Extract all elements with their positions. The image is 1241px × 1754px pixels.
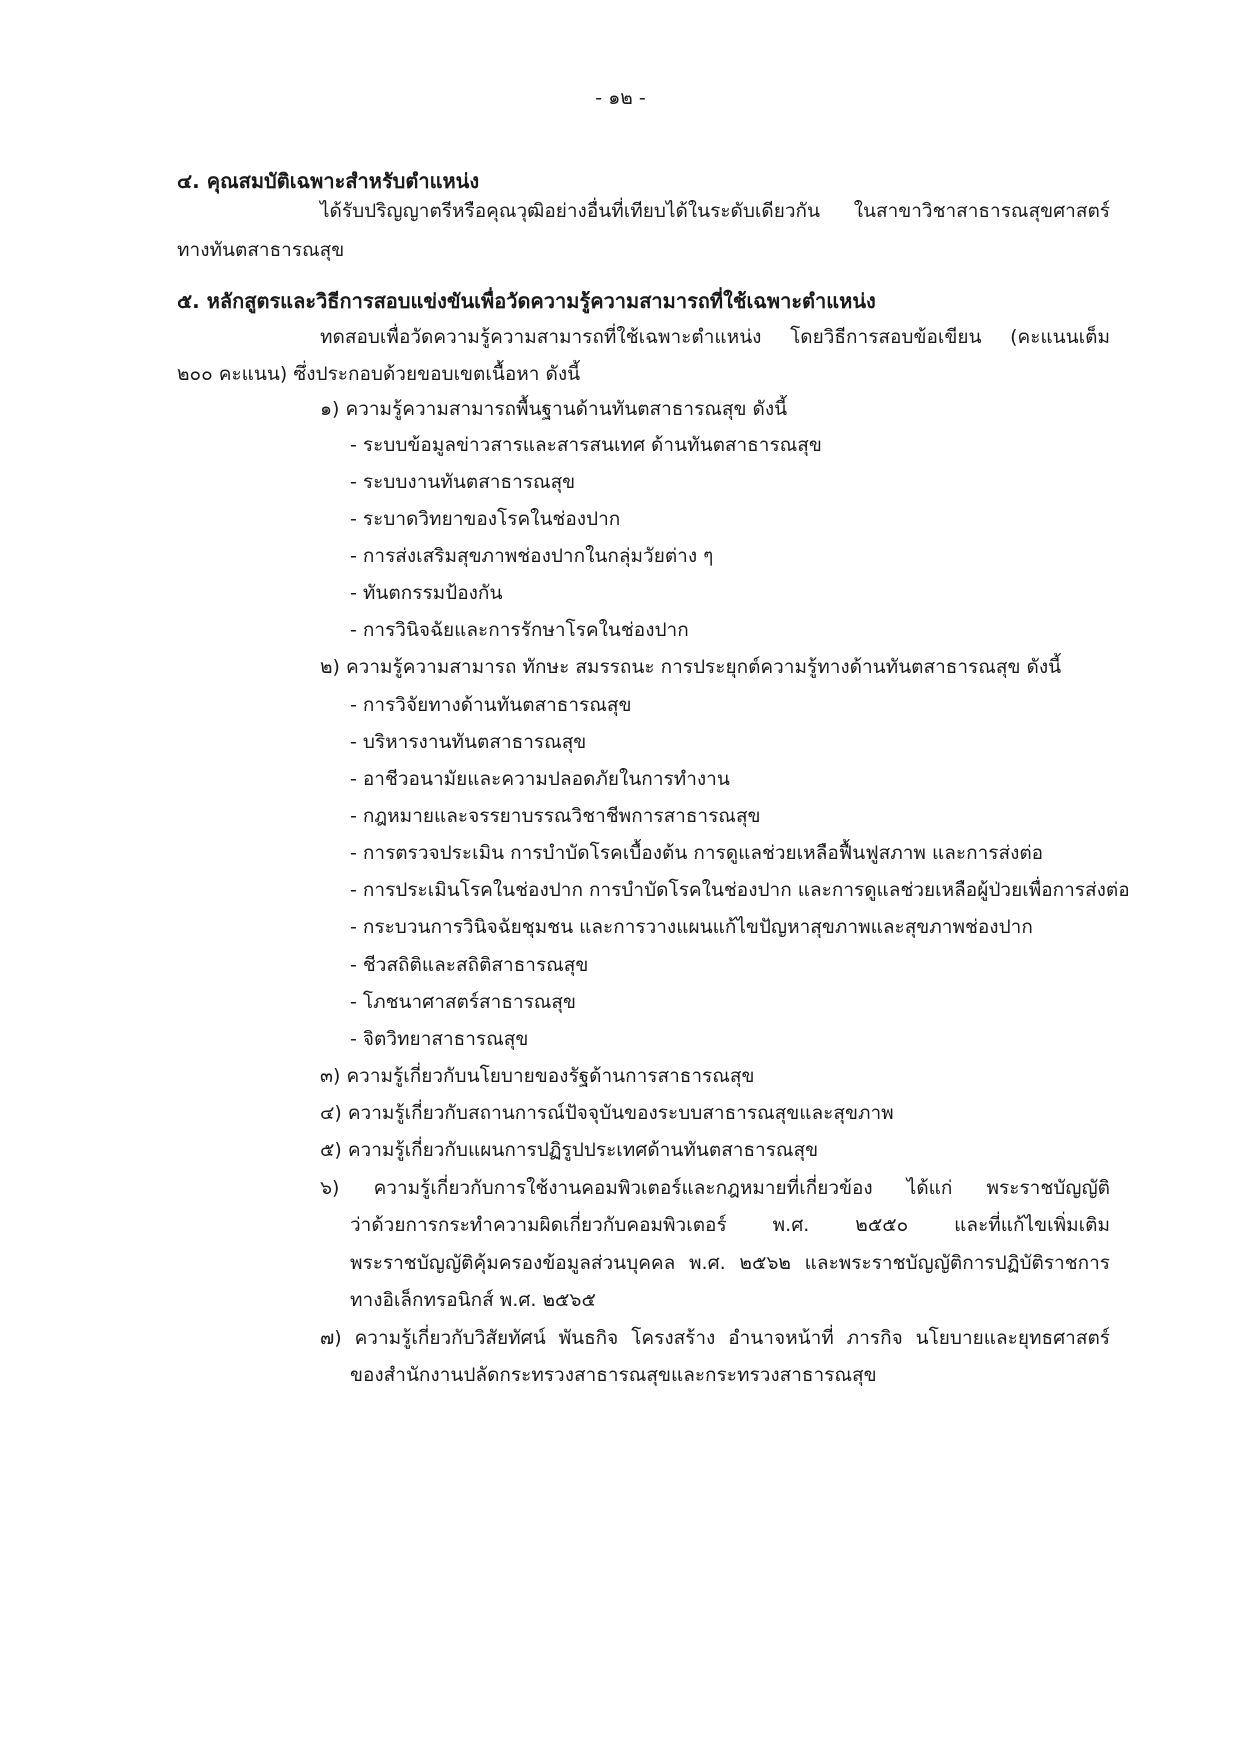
section-4-body-line: ทางทันตสาธารณสุข (177, 239, 345, 261)
item-6-line: ๖) ความรู้เกี่ยวกับการใช้งานคอมพิวเตอร์และกฎหมายที่เกี่ยวข้อง ได้แก่ พระราชบัญญัติ (320, 1177, 1110, 1199)
item-1-sub: - การส่งเสริมสุขภาพช่องปากในกลุ่มวัยต่าง ๆ (350, 545, 714, 567)
item-2-title: ๒) ความรู้ความสามารถ ทักษะ สมรรถนะ การประยุกต์ความรู้ทางด้านทันตสาธารณสุข ดังนี้ (320, 656, 1062, 678)
item-2-sub: - การตรวจประเมิน การบำบัดโรคเบื้องต้น การดูแลช่วยเหลือฟื้นฟูสภาพ และการส่งต่อ (350, 842, 1044, 864)
item-2-sub: - โภชนาศาสตร์สาธารณสุข (350, 991, 576, 1013)
item-6-line: ทางอิเล็กทรอนิกส์ พ.ศ. ๒๕๖๕ (350, 1289, 596, 1311)
section-5-heading: ๕. หลักสูตรและวิธีการสอบแข่งขันเพื่อวัดความรู้ความสามารถที่ใช้เฉพาะตำแหน่ง (177, 289, 876, 313)
item-7-line: ๗) ความรู้เกี่ยวกับวิสัยทัศน์ พันธกิจ โครงสร้าง อำนาจหน้าที่ ภารกิจ นโยบายและยุทธศาสตร์ (320, 1327, 1110, 1349)
item-2-sub: - การวิจัยทางด้านทันตสาธารณสุข (350, 694, 632, 716)
page-number: - ๑๒ - (595, 87, 646, 109)
item-6-line: พระราชบัญญัติคุ้มครองข้อมูลส่วนบุคคล พ.ศ. ๒๕๖๒ และพระราชบัญญัติการปฏิบัติราชการ (350, 1252, 1110, 1274)
item-2-sub: - บริหารงานทันตสาธารณสุข (350, 731, 587, 753)
item-5: ๕) ความรู้เกี่ยวกับแผนการปฏิรูปประเทศด้านทันตสาธารณสุข (320, 1139, 819, 1161)
section-5-intro-line: ทดสอบเพื่อวัดความรู้ความสามารถที่ใช้เฉพาะตำแหน่ง โดยวิธีการสอบข้อเขียน (คะแนนเต็ม (320, 326, 1110, 348)
item-2-sub: - กฎหมายและจรรยาบรรณวิชาชีพการสาธารณสุข (350, 805, 761, 827)
item-1-title: ๑) ความรู้ความสามารถพื้นฐานด้านทันตสาธารณสุข ดังนี้ (320, 398, 788, 420)
item-1-sub: - ระบาดวิทยาของโรคในช่องปาก (350, 508, 621, 530)
item-7-line: ของสำนักงานปลัดกระทรวงสาธารณสุขและกระทรวงสาธารณสุข (350, 1364, 877, 1386)
item-2-sub: - กระบวนการวินิจฉัยชุมชน และการวางแผนแก้ไขปัญหาสุขภาพและสุขภาพช่องปาก (350, 916, 1033, 938)
item-2-sub: - อาชีวอนามัยและความปลอดภัยในการทำงาน (350, 768, 730, 790)
item-1-sub: - การวินิจฉัยและการรักษาโรคในช่องปาก (350, 619, 689, 641)
item-4: ๔) ความรู้เกี่ยวกับสถานการณ์ปัจจุบันของระบบสาธารณสุขและสุขภาพ (320, 1102, 894, 1124)
item-2-sub: - ชีวสถิติและสถิติสาธารณสุข (350, 954, 589, 976)
section-5-intro-line: ๒๐๐ คะแนน) ซึ่งประกอบด้วยขอบเขตเนื้อหา ดังนี้ (177, 363, 581, 385)
item-1-sub: - ทันตกรรมป้องกัน (350, 582, 503, 604)
item-6-line: ว่าด้วยการกระทำความผิดเกี่ยวกับคอมพิวเตอร์ พ.ศ. ๒๕๕๐ และที่แก้ไขเพิ่มเติม (350, 1214, 1110, 1236)
item-2-sub: - จิตวิทยาสาธารณสุข (350, 1028, 529, 1050)
section-4-body-line: ได้รับปริญญาตรีหรือคุณวุฒิอย่างอื่นที่เทียบได้ในระดับเดียวกัน ในสาขาวิชาสาธารณสุขศาสตร์ (320, 200, 1110, 222)
item-1-sub: - ระบบข้อมูลข่าวสารและสารสนเทศ ด้านทันตสาธารณสุข (350, 434, 822, 456)
item-1-sub: - ระบบงานทันตสาธารณสุข (350, 471, 576, 493)
item-3: ๓) ความรู้เกี่ยวกับนโยบายของรัฐด้านการสาธารณสุข (320, 1065, 755, 1087)
section-4-heading: ๔. คุณสมบัติเฉพาะสำหรับตำแหน่ง (177, 169, 480, 193)
item-2-sub: - การประเมินโรคในช่องปาก การบำบัดโรคในช่องปาก และการดูแลช่วยเหลือผู้ป่วยเพื่อการส่งต่อ (350, 879, 1130, 901)
